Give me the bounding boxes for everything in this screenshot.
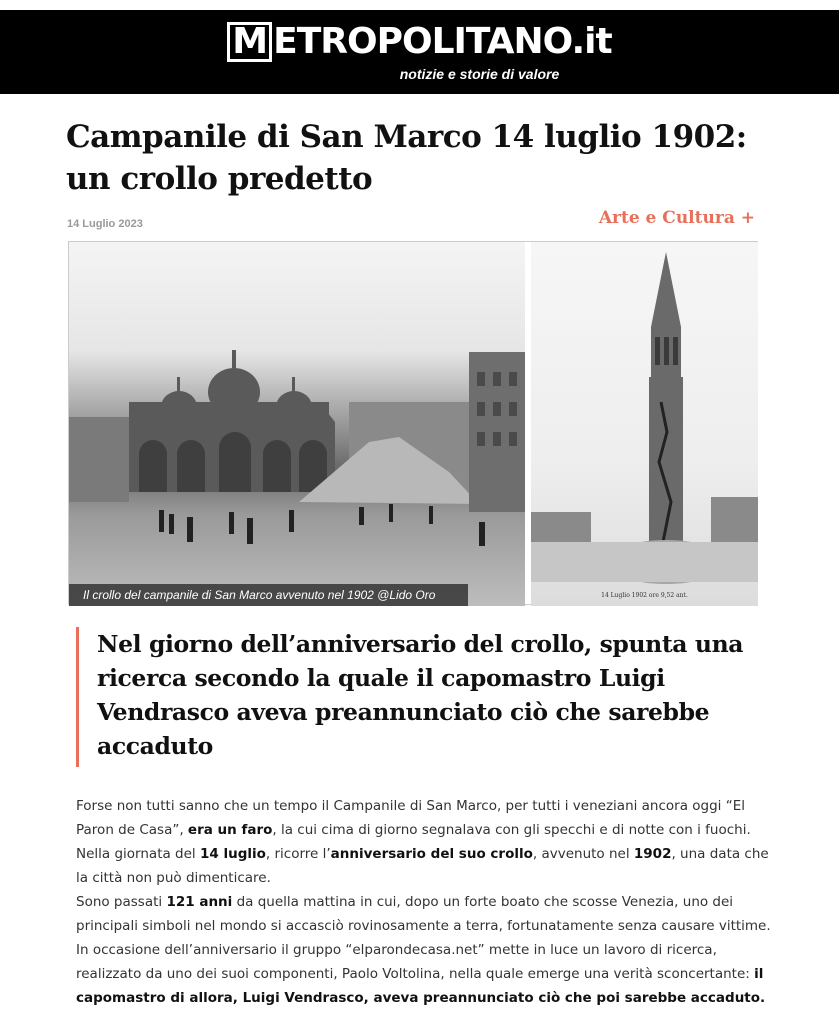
p4-bold-capomastro: il capomastro di allora, Luigi Vendrasco, aveva preannunciato ciò che poi sarebbe accaduto. <box>76 966 766 1006</box>
p3-text-c: da quella mattina in cui, dopo un forte boato che scosse Venezia, uno dei principali simboli nel mondo si accasciò rovinosamente a terra, fortunatamente senza causare vittime. <box>76 894 771 934</box>
logo-text: ETROPOLITANO.it <box>273 21 612 62</box>
pullquote-text: Nel giorno dell’anniversario del crollo, spunta una ricerca secondo la quale il capomastro Luigi Vendrasco aveva preannunciato ciò che sarebbe accaduto <box>97 630 744 760</box>
site-masthead <box>0 10 839 94</box>
campanile-collapse-illustration <box>531 242 758 606</box>
p2-text-a: Nella giornata del <box>76 846 200 862</box>
right-image-caption: 14 Luglio 1902 ore 9,52 ant. <box>601 592 688 599</box>
p3-text-a: Sono passati <box>76 894 167 910</box>
site-logo[interactable] <box>0 20 839 64</box>
piazza-san-marco-photo <box>69 242 525 624</box>
site-tagline: notizie e storie di valore <box>399 66 560 82</box>
article-paragraph-1 <box>76 794 776 842</box>
article-paragraph-3 <box>76 890 776 938</box>
p4-text-a: In occasione dell’anniversario il gruppo “elparondecasa.net” mette in luce un lavoro di ricerca, realizzato da uno dei suoi componenti, Paolo Voltolina, nella quale emerge una verità sconcertante: <box>76 942 755 982</box>
p1-bold-faro: era un faro <box>187 822 273 838</box>
article-paragraph-4 <box>76 938 776 1010</box>
category-link[interactable]: Arte e Cultura + <box>598 208 755 228</box>
p2-text-c: , ricorre l’ <box>265 846 331 862</box>
p2-bold-date: 14 luglio <box>199 846 266 862</box>
article-title: Campanile di San Marco 14 luglio 1902: un crollo predetto <box>66 119 747 197</box>
article-body <box>76 794 776 1010</box>
article-paragraph-2 <box>76 842 776 890</box>
p2-text-e: , avvenuto nel <box>532 846 634 862</box>
p3-bold-years: 121 anni <box>166 894 233 910</box>
article-pullquote <box>76 627 776 767</box>
p1-text-c: , la cui cima di giorno segnalava con gli specchi e di notte con i fuochi. <box>272 822 751 838</box>
logo-m-mark: M <box>227 22 272 62</box>
article-date: 14 Luglio 2023 <box>67 218 143 230</box>
hero-image <box>68 241 758 624</box>
p2-text-g: , una data che la città non può dimenticare. <box>76 846 769 886</box>
image-caption: Il crollo del campanile di San Marco avvenuto nel 1902 @Lido Oro Benon <box>69 584 468 606</box>
p2-bold-year: 1902 <box>633 846 672 862</box>
p1-text-a: Forse non tutti sanno che un tempo il Campanile di San Marco, per tutti i veneziani ancora oggi “El Paron de Casa”, <box>76 798 746 838</box>
p2-bold-anniversary: anniversario del suo crollo <box>330 846 533 862</box>
